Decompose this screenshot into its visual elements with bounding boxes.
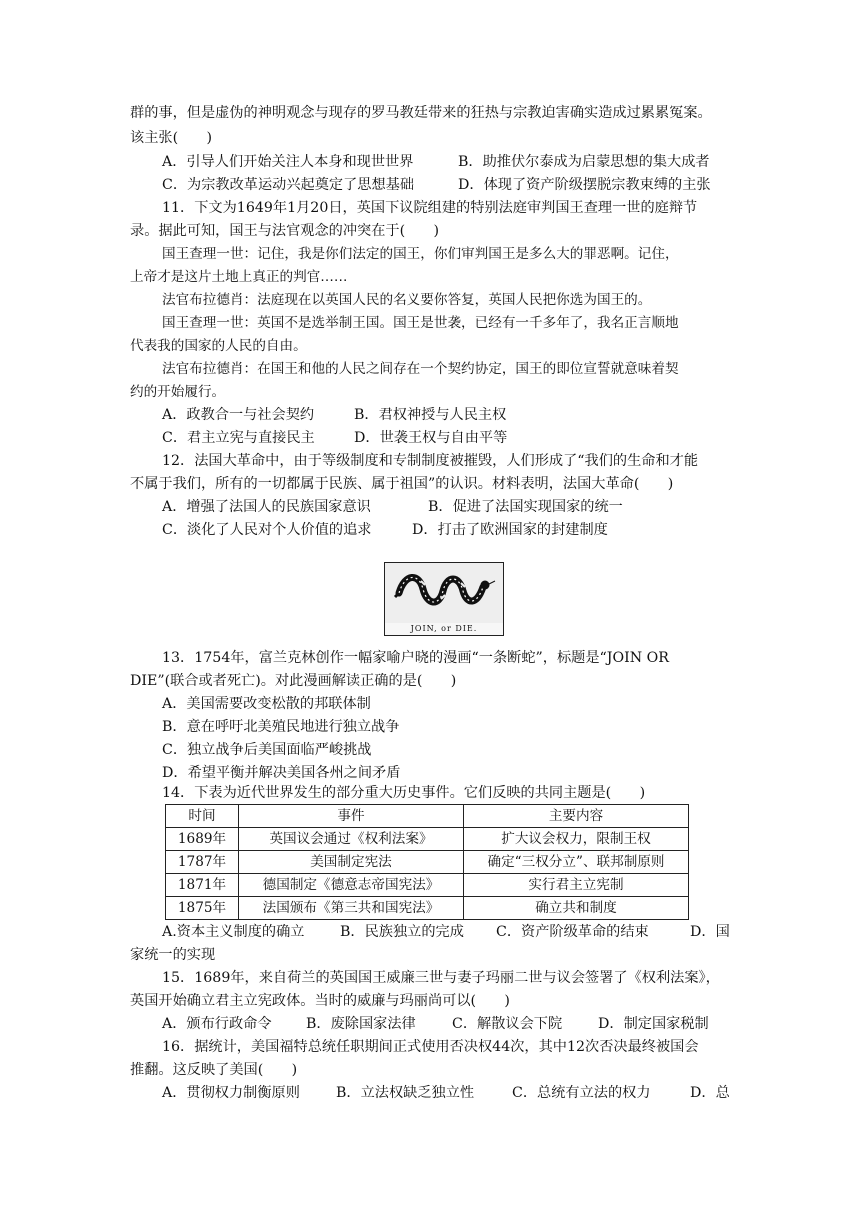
q15-option-b: B．废除国家法律 — [306, 1016, 416, 1032]
snake-illustration-icon — [385, 563, 503, 623]
events-table — [165, 804, 689, 920]
q15-option-c: C．解散议会下院 — [452, 1016, 563, 1032]
table-header-cell: 主要内容 — [464, 805, 689, 828]
q16-option-b: B．立法权缺乏独立性 — [336, 1085, 475, 1101]
q15-stem-line2: 英国开始确立君主立宪政体。当时的威廉与玛丽尚可以( ) — [130, 993, 510, 1009]
q13-option-c: C．独立战争后美国面临严峻挑战 — [162, 742, 372, 758]
q11-quote-line7: 约的开始履行。 — [130, 384, 226, 400]
cartoon-caption: JOIN, or DIE. — [410, 624, 478, 633]
q14-option-c: C．资产阶级革命的结束 — [496, 924, 649, 940]
q16-stem-line2: 推翻。这反映了美国( ) — [130, 1062, 298, 1078]
q10-stem-line2: 该主张( ) — [130, 130, 213, 146]
table-cell: 1787年 — [166, 851, 239, 874]
table-cell: 法国颁布《第三共和国宪法》 — [239, 897, 464, 920]
q12-option-a: A．增强了法国人的民族国家意识 — [162, 499, 371, 515]
q11-quote-line4: 国王查理一世：英国不是选举制王国。国王是世袭，已经有一千多年了，我名正言顺地 — [162, 315, 679, 331]
q10-option-a: A．引导人们开始关注人本身和现世世界 — [162, 154, 414, 170]
table-cell: 1689年 — [166, 828, 239, 851]
q13-stem-line1: 13．1754年，富兰克林创作一幅家喻户晓的漫画“一条断蛇”，标题是“JOIN OR — [162, 650, 669, 666]
q16-option-c: C．总统有立法的权力 — [512, 1085, 651, 1101]
table-cell: 1875年 — [166, 897, 239, 920]
q13-option-a: A．美国需要改变松散的邦联体制 — [162, 696, 371, 712]
q15-option-d: D．制定国家税制 — [598, 1016, 709, 1032]
q12-option-d: D．打击了欧洲国家的封建制度 — [412, 522, 608, 538]
q11-quote-line3: 法官布拉德肖：法庭现在以英国人民的名义要你答复，英国人民把你选为国王的。 — [162, 292, 652, 308]
q14-stem-line1: 14．下表为近代世界发生的部分重大历史事件。它们反映的共同主题是( ) — [162, 785, 646, 801]
q15-option-a: A．颁布行政命令 — [162, 1016, 272, 1032]
q11-quote-line1: 国王查理一世：记住，我是你们法定的国王，你们审判国王是多么大的罪恶啊。记住， — [162, 246, 679, 262]
table-header-cell: 事件 — [239, 805, 464, 828]
table-header-row — [166, 805, 689, 828]
table-row — [166, 897, 689, 920]
q13-stem-line2: DIE”(联合或者死亡)。对此漫画解读正确的是( ) — [130, 673, 457, 689]
table-cell: 美国制定宪法 — [239, 851, 464, 874]
q11-option-a: A．政教合一与社会契约 — [162, 407, 315, 423]
q10-stem-line1: 群的事，但是虚伪的神明观念与现存的罗马教廷带来的狂热与宗教迫害确实造成过累累冤案。 — [130, 105, 712, 121]
q12-stem-line1: 12．法国大革命中，由于等级制度和专制制度被摧毁，人们形成了“我们的生命和才能 — [162, 453, 699, 469]
q14-option-b: B．民族独立的完成 — [340, 924, 464, 940]
table-row — [166, 828, 689, 851]
table-row — [166, 874, 689, 897]
q13-option-d: D．希望平衡并解决美国各州之间矛盾 — [162, 765, 401, 781]
q16-option-d: D．总 — [690, 1085, 730, 1101]
q11-quote-line2: 上帝才是这片土地上真正的判官…… — [130, 269, 348, 285]
q12-option-b: B．促进了法国实现国家的统一 — [428, 499, 623, 515]
q14-option-a: A.资本主义制度的确立 — [162, 924, 305, 940]
q10-option-d: D．体现了资产阶级摆脱宗教束缚的主张 — [458, 177, 711, 193]
q16-option-a: A．贯彻权力制衡原则 — [162, 1085, 300, 1101]
q11-stem-line2: 录。据此可知，国王与法官观念的冲突在于( ) — [130, 223, 440, 239]
table-cell: 德国制定《德意志帝国宪法》 — [239, 874, 464, 897]
q13-option-b: B．意在呼吁北美殖民地进行独立战争 — [162, 719, 400, 735]
q11-option-d: D．世袭王权与自由平等 — [354, 430, 508, 446]
q12-option-c: C．淡化了人民对个人价值的追求 — [162, 522, 372, 538]
q11-quote-line5: 代表我的国家的人民的自由。 — [130, 338, 307, 354]
q10-option-c: C．为宗教改革运动兴起奠定了思想基础 — [162, 177, 415, 193]
q11-quote-line6: 法官布拉德肖：在国王和他的人民之间存在一个契约协定，国王的即位宣誓就意味着契 — [162, 361, 679, 377]
q12-stem-line2: 不属于我们，所有的一切都属于民族、属于祖国”的认识。材料表明，法国大革命( ) — [130, 476, 674, 492]
q11-stem-line1: 11．下文为1649年1月20日，英国下议院组建的特别法庭审判国王查理一世的庭辩节 — [162, 200, 698, 216]
q14-option-d-cont: 家统一的实现 — [130, 947, 216, 963]
q15-stem-line1: 15．1689年，来自荷兰的英国国王威廉三世与妻子玛丽二世与议会签署了《权利法案》， — [162, 970, 720, 986]
table-header-cell: 时间 — [166, 805, 239, 828]
table-cell: 确定“三权分立”、联邦制原则 — [464, 851, 689, 874]
table-cell: 英国议会通过《权利法案》 — [239, 828, 464, 851]
q16-stem-line1: 16．据统计，美国福特总统任职期间正式使用否决权44次，其中12次否决最终被国会 — [162, 1039, 699, 1055]
q14-option-d: D．国 — [690, 924, 730, 940]
q10-option-b: B．助推伏尔泰成为启蒙思想的集大成者 — [458, 154, 710, 170]
table-cell: 确立共和制度 — [464, 897, 689, 920]
table-cell: 扩大议会权力，限制王权 — [464, 828, 689, 851]
q11-option-c: C．君主立宪与直接民主 — [162, 430, 315, 446]
table-cell: 1871年 — [166, 874, 239, 897]
table-row — [166, 851, 689, 874]
join-or-die-cartoon — [384, 562, 504, 636]
table-cell: 实行君主立宪制 — [464, 874, 689, 897]
q11-option-b: B．君权神授与人民主权 — [354, 407, 507, 423]
